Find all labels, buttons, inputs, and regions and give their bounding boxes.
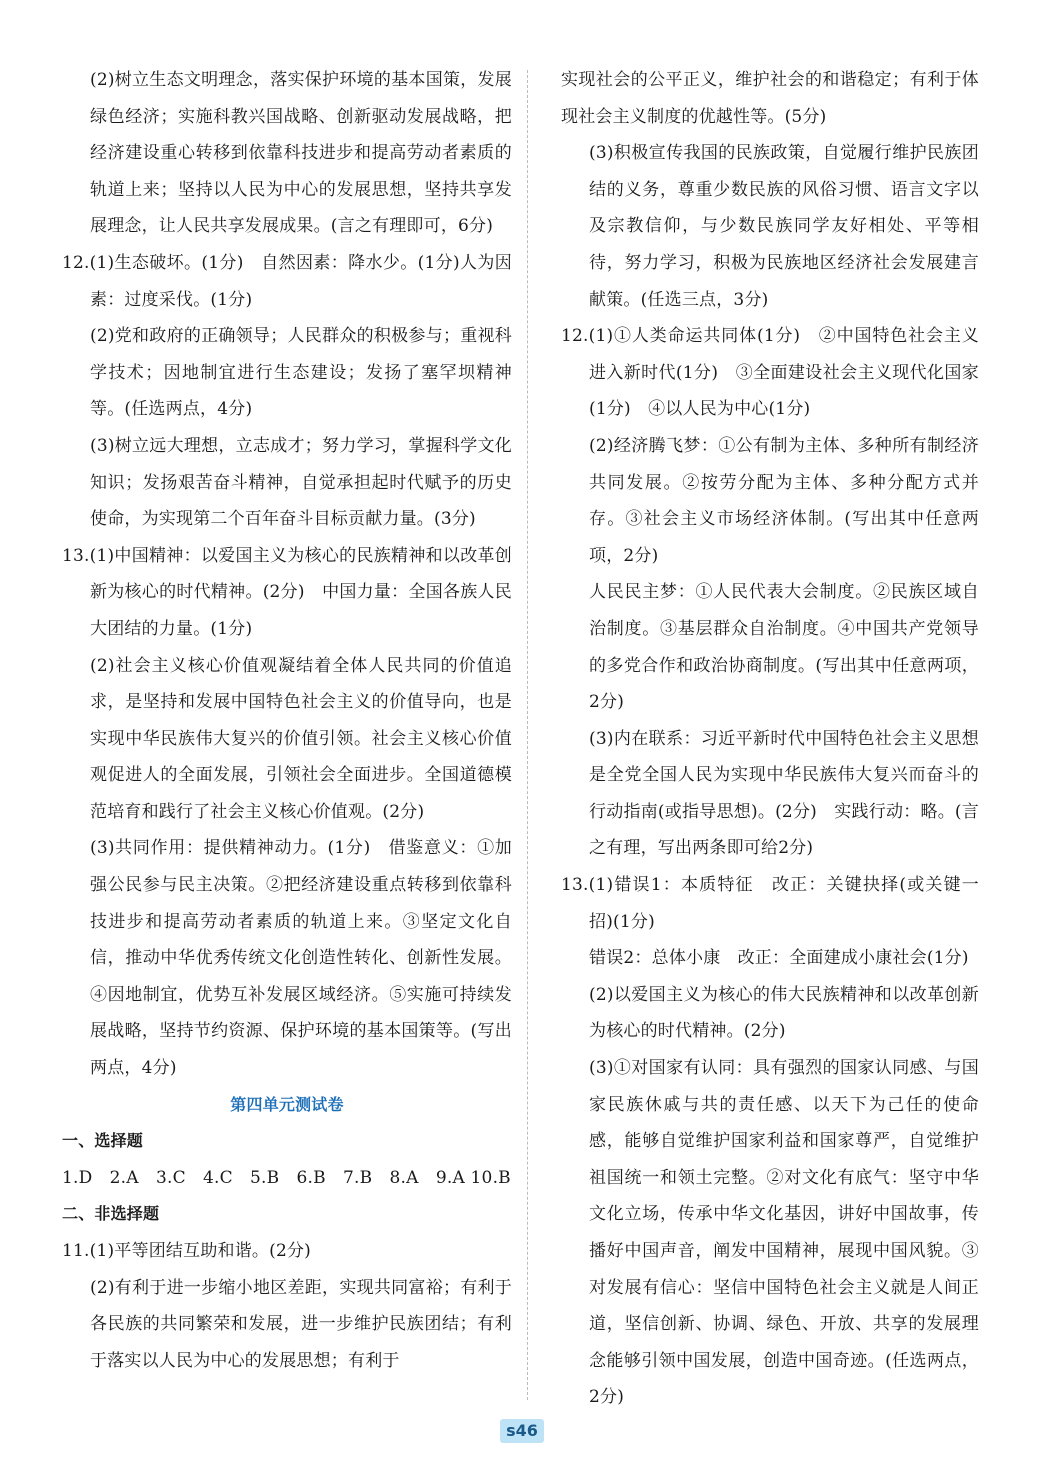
answer-paragraph: (2)树立生态文明理念，落实保护环境的基本国策，发展绿色经济；实施科教兴国战略、创新驱动发展战略，把经济建设重心转移到依靠科技进步和提高劳动者素质的轨道上来；坚持以人民为中心的发展思想，坚持共享发展理念，让人民共享发展成果。(言之有理即可，6分)	[90, 70, 512, 237]
answer-paragraph: 错误2：总体小康 改正：全面建成小康社会(1分)	[589, 948, 969, 969]
answer-paragraph: (2)有利于进一步缩小地区差距，实现共同富裕；有利于各民族的共同繁荣和发展，进一步维护民族团结；有利于落实以人民为中心的发展思想；有利于	[90, 1277, 512, 1371]
answer-paragraph: (3)共同作用：提供精神动力。(1分) 借鉴意义：①加强公民参与民主决策。②把经济建设重点转移到依靠科技进步和提高劳动者素质的轨道上来。③坚定文化自信，推动中华优秀传统文化创造性转化、创新性发展。④因地制宜，优势互补发展区域经济。⑤实施可持续发展战略，坚持节约资源、保护环境的基本国策等。(写出两点，4分)	[90, 838, 512, 1079]
left-column	[62, 62, 512, 1379]
answer-paragraph: 12.(1)生态破坏。(1分) 自然因素：降水少。(1分)人为因素：过度采伐。(1分)	[62, 252, 512, 310]
answer-paragraph: (3)内在联系：习近平新时代中国特色社会主义思想是全党全国人民为实现中华民族伟大复兴而奋斗的行动指南(或指导思想)。(2分) 实践行动：略。(言之有理，写出两条即可给2分)	[589, 728, 979, 859]
section-heading: 二、非选择题	[62, 1204, 160, 1224]
right-column	[561, 62, 979, 1416]
section-heading: 一、选择题	[62, 1131, 144, 1151]
answer-paragraph: 11.(1)平等团结互助和谐。(2分)	[62, 1241, 311, 1261]
column-divider	[527, 70, 529, 1400]
answer-paragraph: 实现社会的公平正义，维护社会的和谐稳定；有利于体现社会主义制度的优越性等。(5分)	[561, 70, 979, 127]
answer-paragraph: 13.(1)中国精神：以爱国主义为核心的民族精神和以改革创新为核心的时代精神。(2分) 中国力量：全国各族人民大团结的力量。(1分)	[62, 545, 512, 639]
page-number: s46	[500, 1419, 544, 1443]
answer-paragraph: (2)经济腾飞梦：①公有制为主体、多种所有制经济共同发展。②按劳分配为主体、多种分配方式并存。③社会主义市场经济体制。(写出其中任意两项，2分)	[589, 435, 979, 566]
answer-paragraph: 13.(1)错误1：本质特征 改正：关键抉择(或关键一招)(1分)	[561, 875, 979, 932]
answer-paragraph: (2)以爱国主义为核心的伟大民族精神和以改革创新为核心的时代精神。(2分)	[589, 984, 979, 1042]
answer-paragraph: (3)积极宣传我国的民族政策，自觉履行维护民族团结的义务，尊重少数民族的风俗习惯、语言文字以及宗教信仰，与少数民族同学友好相处、平等相待，努力学习，积极为民族地区经济社会发展建言献策。(任选三点，3分)	[589, 143, 979, 310]
answer-paragraph: (3)树立远大理想，立志成才；努力学习，掌握科学文化知识；发扬艰苦奋斗精神，自觉承担起时代赋予的历史使命，为实现第二个百年奋斗目标贡献力量。(3分)	[90, 435, 512, 530]
section-title: 第四单元测试卷	[230, 1094, 344, 1114]
answer-paragraph: (2)社会主义核心价值观凝结着全体人民共同的价值追求，是坚持和发展中国特色社会主义的价值导向，也是实现中华民族伟大复兴的价值引领。社会主义核心价值观促进人的全面发展，引领社会全面进步。全国道德模范培育和践行了社会主义核心价值观。(2分)	[90, 655, 512, 822]
answer-paragraph: 人民民主梦：①人民代表大会制度。②民族区域自治制度。③基层群众自治制度。④中国共产党领导的多党合作和政治协商制度。(写出其中任意两项，2分)	[589, 582, 979, 713]
answer-paragraph: 1.D 2.A 3.C 4.C 5.B 6.B 7.B 8.A 9.A 10.B	[62, 1167, 511, 1188]
answer-paragraph: (3)①对国家有认同：具有强烈的国家认同感、与国家民族休戚与共的责任感、以天下为己任的使命感，能够自觉维护国家利益和国家尊严，自觉维护祖国统一和领土完整。②对文化有底气：坚守中华文化立场，传承中华文化基因，讲好中国故事，传播好中国声音，阐发中国精神，展现中国风貌。③对发展有信心：坚信中国特色社会主义就是人间正道，坚信创新、协调、绿色、开放、共享的发展理念能够引领中国发展，创造中国奇迹。(任选两点，2分)	[589, 1058, 979, 1408]
answer-paragraph: (2)党和政府的正确领导；人民群众的积极参与；重视科学技术；因地制宜进行生态建设；发扬了塞罕坝精神等。(任选两点，4分)	[90, 326, 512, 420]
answer-paragraph: 12.(1)①人类命运共同体(1分) ②中国特色社会主义进入新时代(1分) ③全面建设社会主义现代化国家(1分) ④以人民为中心(1分)	[561, 326, 979, 420]
